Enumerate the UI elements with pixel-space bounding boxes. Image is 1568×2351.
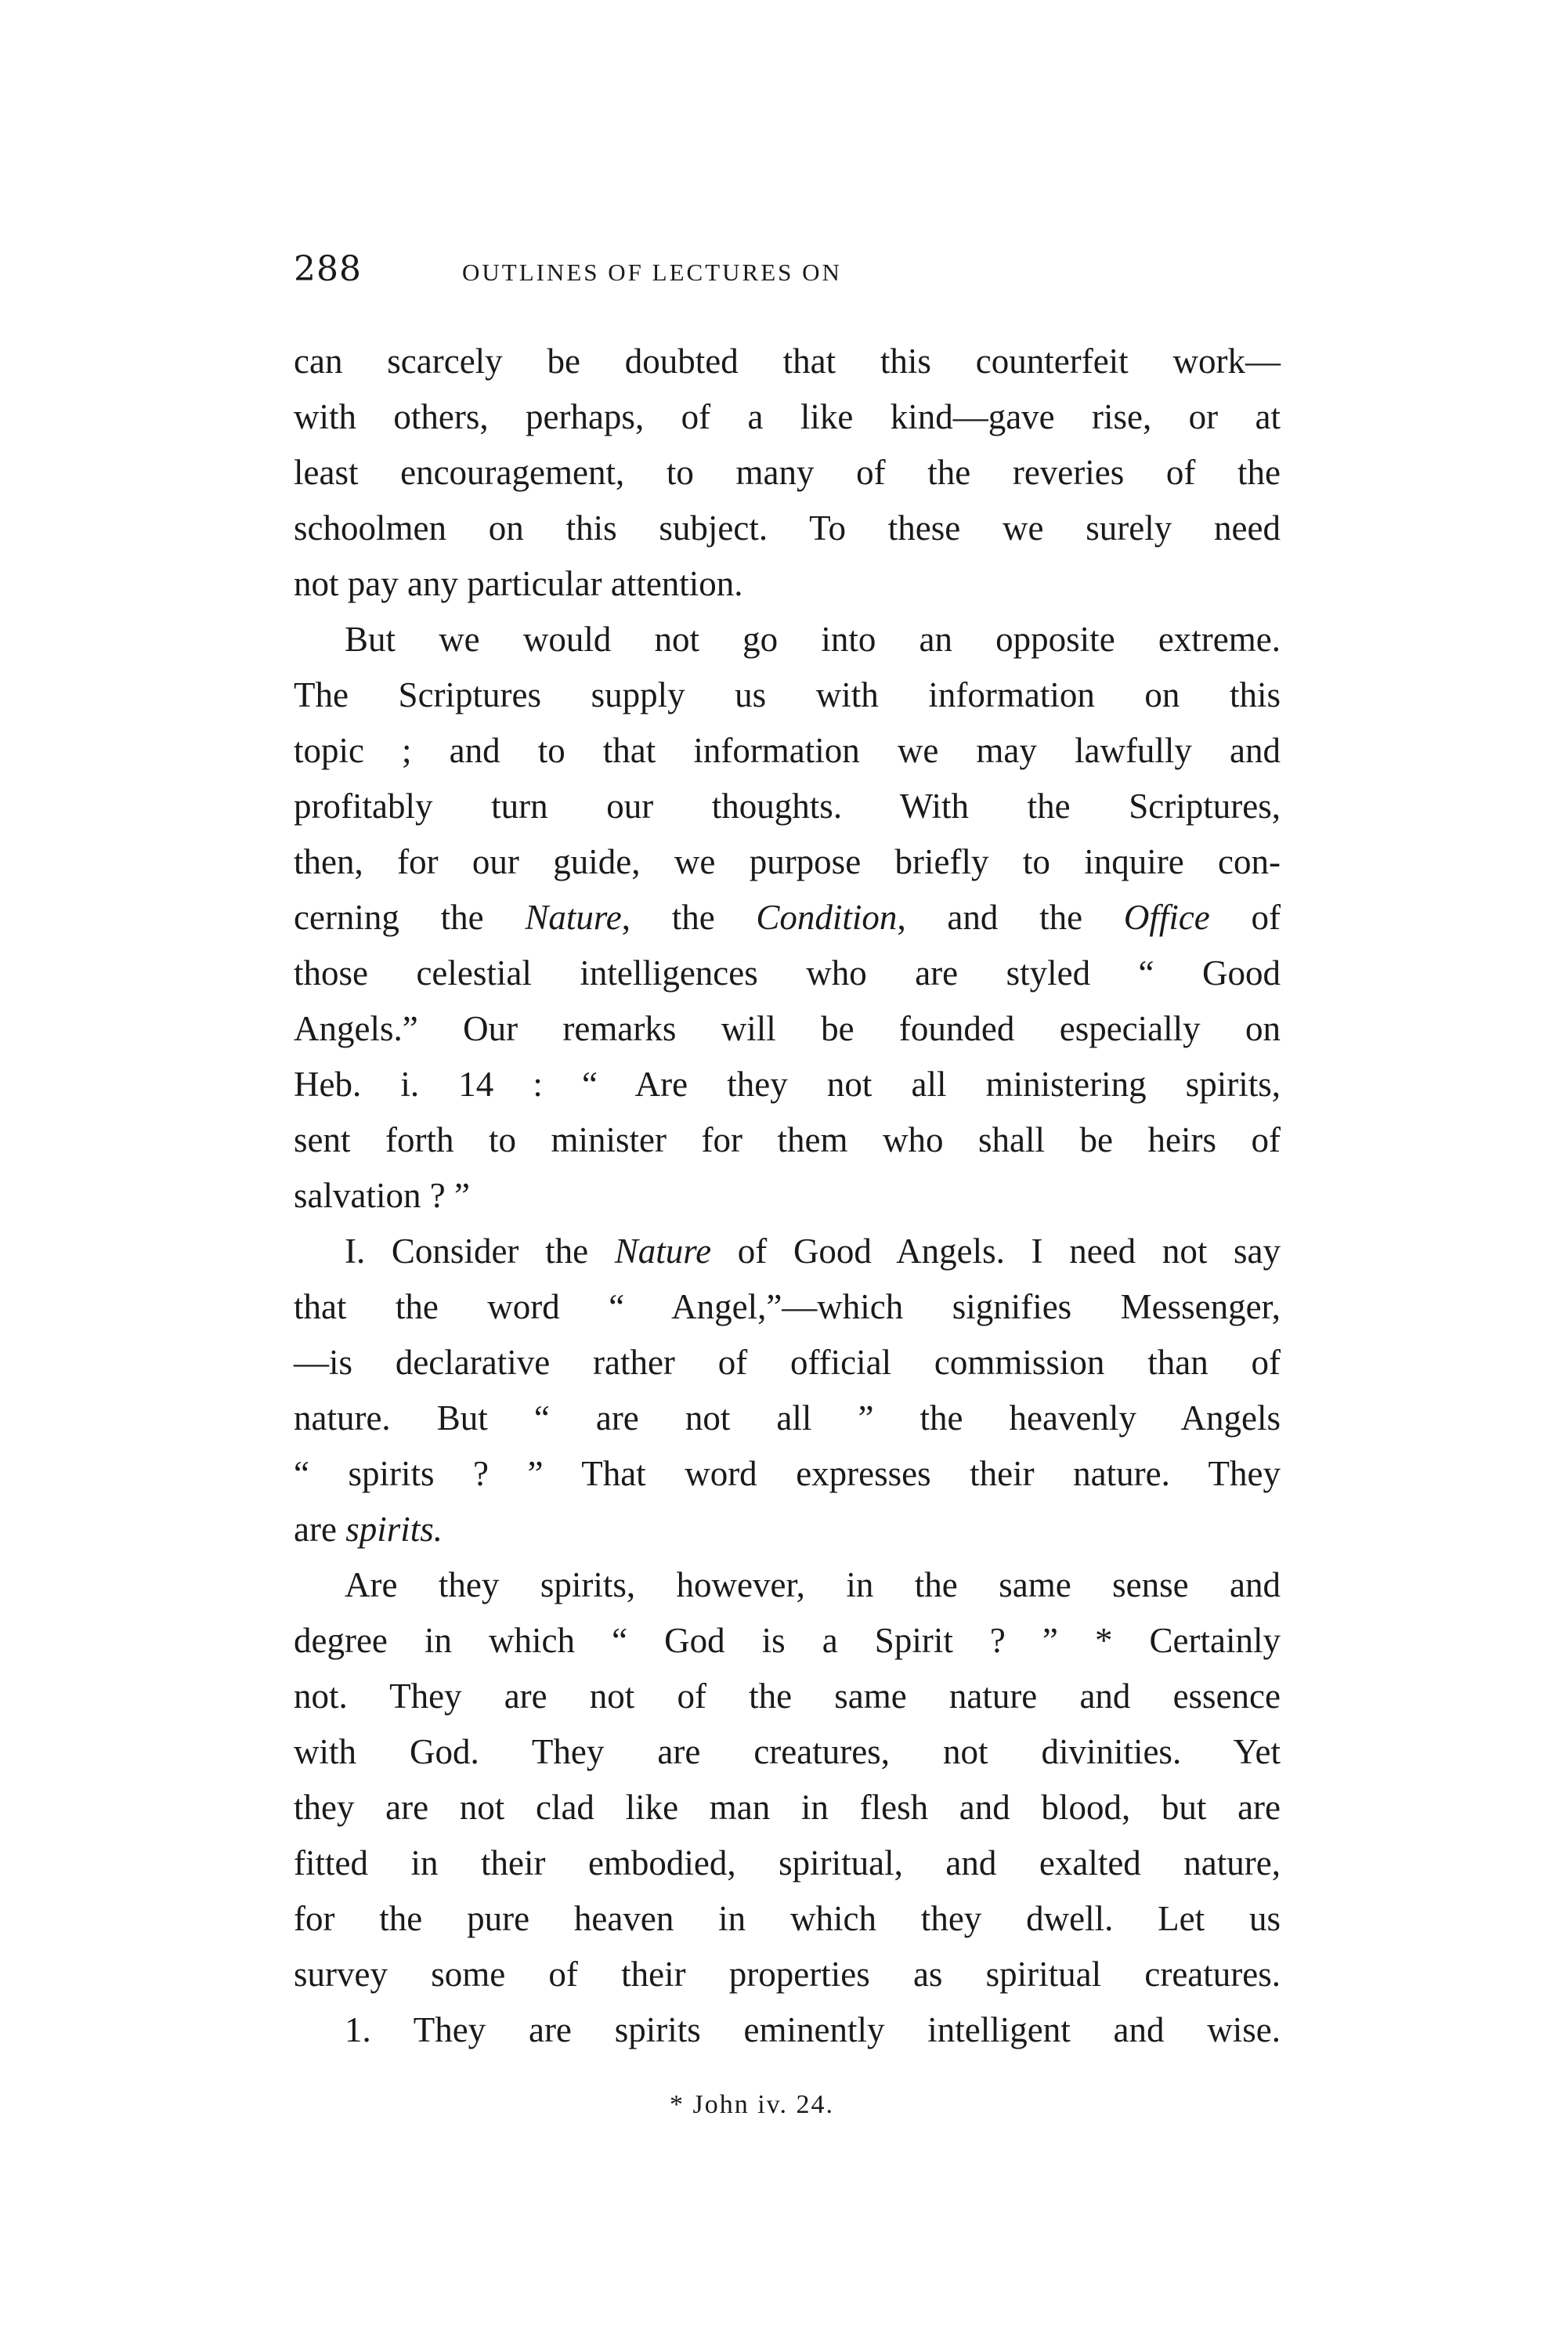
text-line: sent forth to minister for them who shall be heirs of [294, 1120, 1281, 1159]
text-line: not pay any particular attention. [294, 564, 743, 603]
text-line: topic ; and to that information we may lawfully and [294, 731, 1281, 770]
body-text [294, 334, 1281, 2058]
text-line: “ spirits ? ” That word expresses their nature. They [294, 1454, 1281, 1493]
text-line: fitted in their embodied, spiritual, and exalted nature, [294, 1843, 1281, 1883]
text-line: least encouragement, to many of the reveries of the [294, 453, 1281, 492]
text-line: 1. They are spirits eminently intelligent and wise. [345, 2010, 1281, 2049]
page-header [294, 249, 1281, 296]
text-line: But we would not go into an opposite extreme. [345, 620, 1281, 659]
text-line: with God. They are creatures, not divinities. Yet [294, 1732, 1281, 1771]
text-line: I. Consider the Nature of Good Angels. I need not say [345, 1232, 1281, 1271]
text-line: those celestial intelligences who are styled “ Good [294, 953, 1281, 993]
text-line: schoolmen on this subject. To these we surely need [294, 508, 1281, 548]
text-line: Are they spirits, however, in the same sense and [345, 1565, 1281, 1604]
text-line: for the pure heaven in which they dwell. Let us [294, 1899, 1281, 1938]
text-line: with others, perhaps, of a like kind—gave rise, or at [294, 397, 1281, 436]
page-number: 288 [294, 249, 362, 289]
running-head: OUTLINES OF LECTURES ON [462, 259, 842, 286]
text-line: nature. But “ are not all ” the heavenly Angels [294, 1398, 1281, 1438]
footnote: * John iv. 24. [670, 2090, 834, 2119]
text-line: The Scriptures supply us with information on this [294, 675, 1281, 714]
text-line: then, for our guide, we purpose briefly to inquire con- [294, 842, 1281, 881]
text-line: —is declarative rather of official commission than of [294, 1343, 1281, 1382]
text-line: cerning the Nature, the Condition, and the Office of [294, 898, 1281, 937]
text-line: they are not clad like man in flesh and blood, but are [294, 1788, 1281, 1827]
text-line: degree in which “ God is a Spirit ? ” * Certainly [294, 1621, 1281, 1660]
text-line: salvation ? ” [294, 1176, 470, 1215]
text-line: not. They are not of the same nature and essence [294, 1676, 1281, 1716]
text-line: are spirits. [294, 1510, 443, 1549]
text-line: survey some of their properties as spiritual creatures. [294, 1955, 1281, 1994]
text-line: profitably turn our thoughts. With the Scriptures, [294, 787, 1281, 826]
text-line: can scarcely be doubted that this counterfeit work— [294, 342, 1281, 381]
text-line: Angels.” Our remarks will be founded especially on [294, 1009, 1281, 1048]
text-line: that the word “ Angel,”—which signifies Messenger, [294, 1287, 1281, 1326]
text-line: Heb. i. 14 : “ Are they not all ministering spirits, [294, 1065, 1281, 1104]
